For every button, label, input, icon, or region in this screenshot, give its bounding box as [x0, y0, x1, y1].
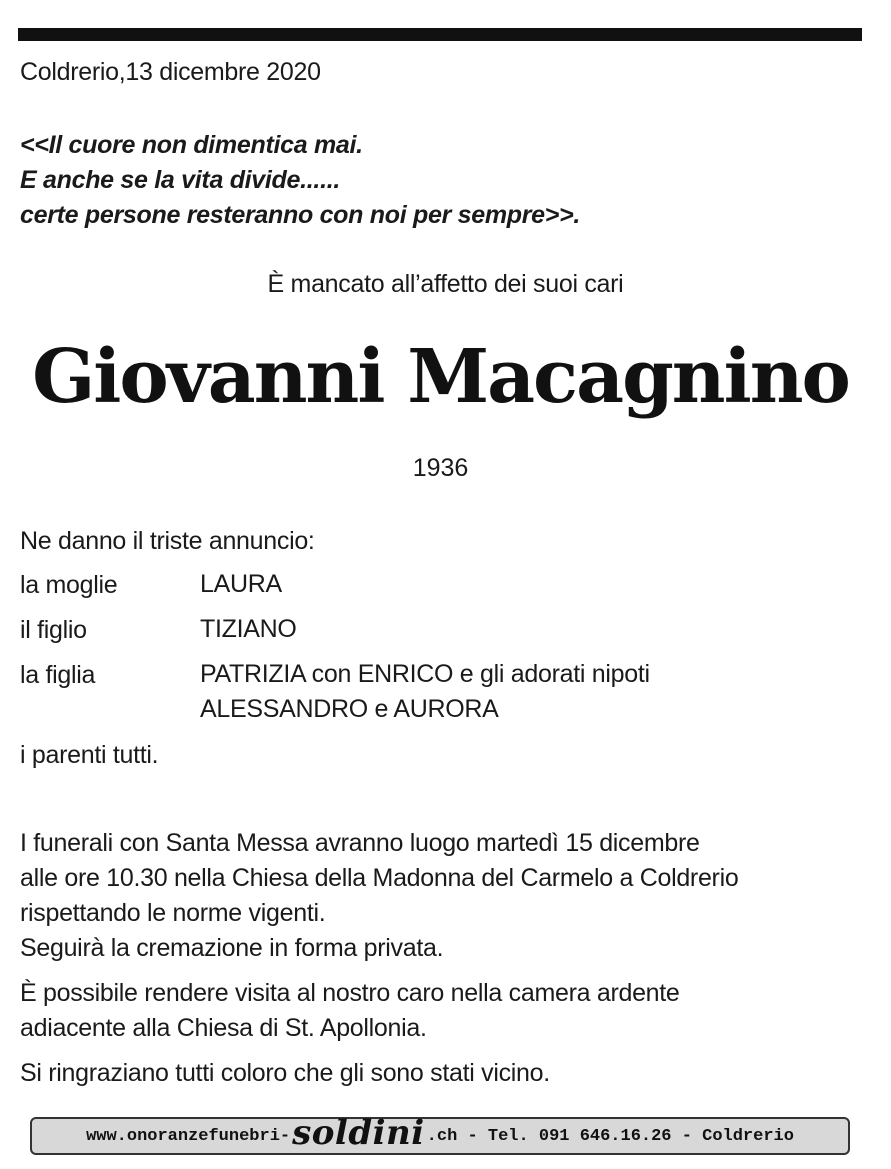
- other-relatives: i parenti tutti.: [20, 741, 159, 769]
- quote-line: <<Il cuore non dimentica mai.: [20, 131, 363, 159]
- relation-label: la moglie: [20, 571, 118, 599]
- memorial-quote: [20, 128, 580, 233]
- place-date: Coldrerio,13 dicembre 2020: [20, 58, 321, 86]
- relation-label: il figlio: [20, 616, 87, 644]
- relation-label: la figlia: [20, 661, 96, 689]
- birth-year: 1936: [412, 454, 469, 482]
- brand-logo: soldini: [292, 1113, 425, 1153]
- contact-suffix: .ch - Tel. 091 646.16.26 - Coldrerio: [426, 1126, 794, 1146]
- funeral-details: [20, 826, 738, 966]
- visit-details: [20, 976, 680, 1046]
- thanks-text: Si ringraziano tutti coloro che gli sono stati vicino.: [20, 1059, 550, 1087]
- relative-name: ALESSANDRO e AURORA: [200, 695, 499, 723]
- announcement-heading: Ne danno il triste annuncio:: [20, 527, 315, 555]
- funeral-line: alle ore 10.30 nella Chiesa della Madonna del Carmelo a Coldrerio: [20, 864, 739, 892]
- deceased-name: Giovanni Macagnino: [32, 334, 849, 420]
- website-prefix: www.onoranzefunebri-: [86, 1126, 291, 1146]
- funeral-line: Seguirà la cremazione in forma privata.: [20, 934, 444, 962]
- intro-text: È mancato all’affetto dei suoi cari: [267, 270, 624, 298]
- quote-line: certe persone resteranno con noi per sempre>>.: [20, 201, 581, 229]
- top-rule: [18, 28, 862, 41]
- relative-name: LAURA: [200, 570, 282, 598]
- funeral-line: I funerali con Santa Messa avranno luogo martedì 15 dicembre: [20, 829, 700, 857]
- relative-name: PATRIZIA con ENRICO e gli adorati nipoti: [200, 660, 650, 688]
- visit-line: adiacente alla Chiesa di St. Apollonia.: [20, 1014, 427, 1042]
- funeral-line: rispettando le norme vigenti.: [20, 899, 326, 927]
- visit-line: È possibile rendere visita al nostro caro nella camera ardente: [20, 979, 680, 1007]
- quote-line: E anche se la vita divide......: [20, 166, 341, 194]
- funeral-home-banner: [30, 1113, 850, 1155]
- relative-name: TIZIANO: [200, 615, 297, 643]
